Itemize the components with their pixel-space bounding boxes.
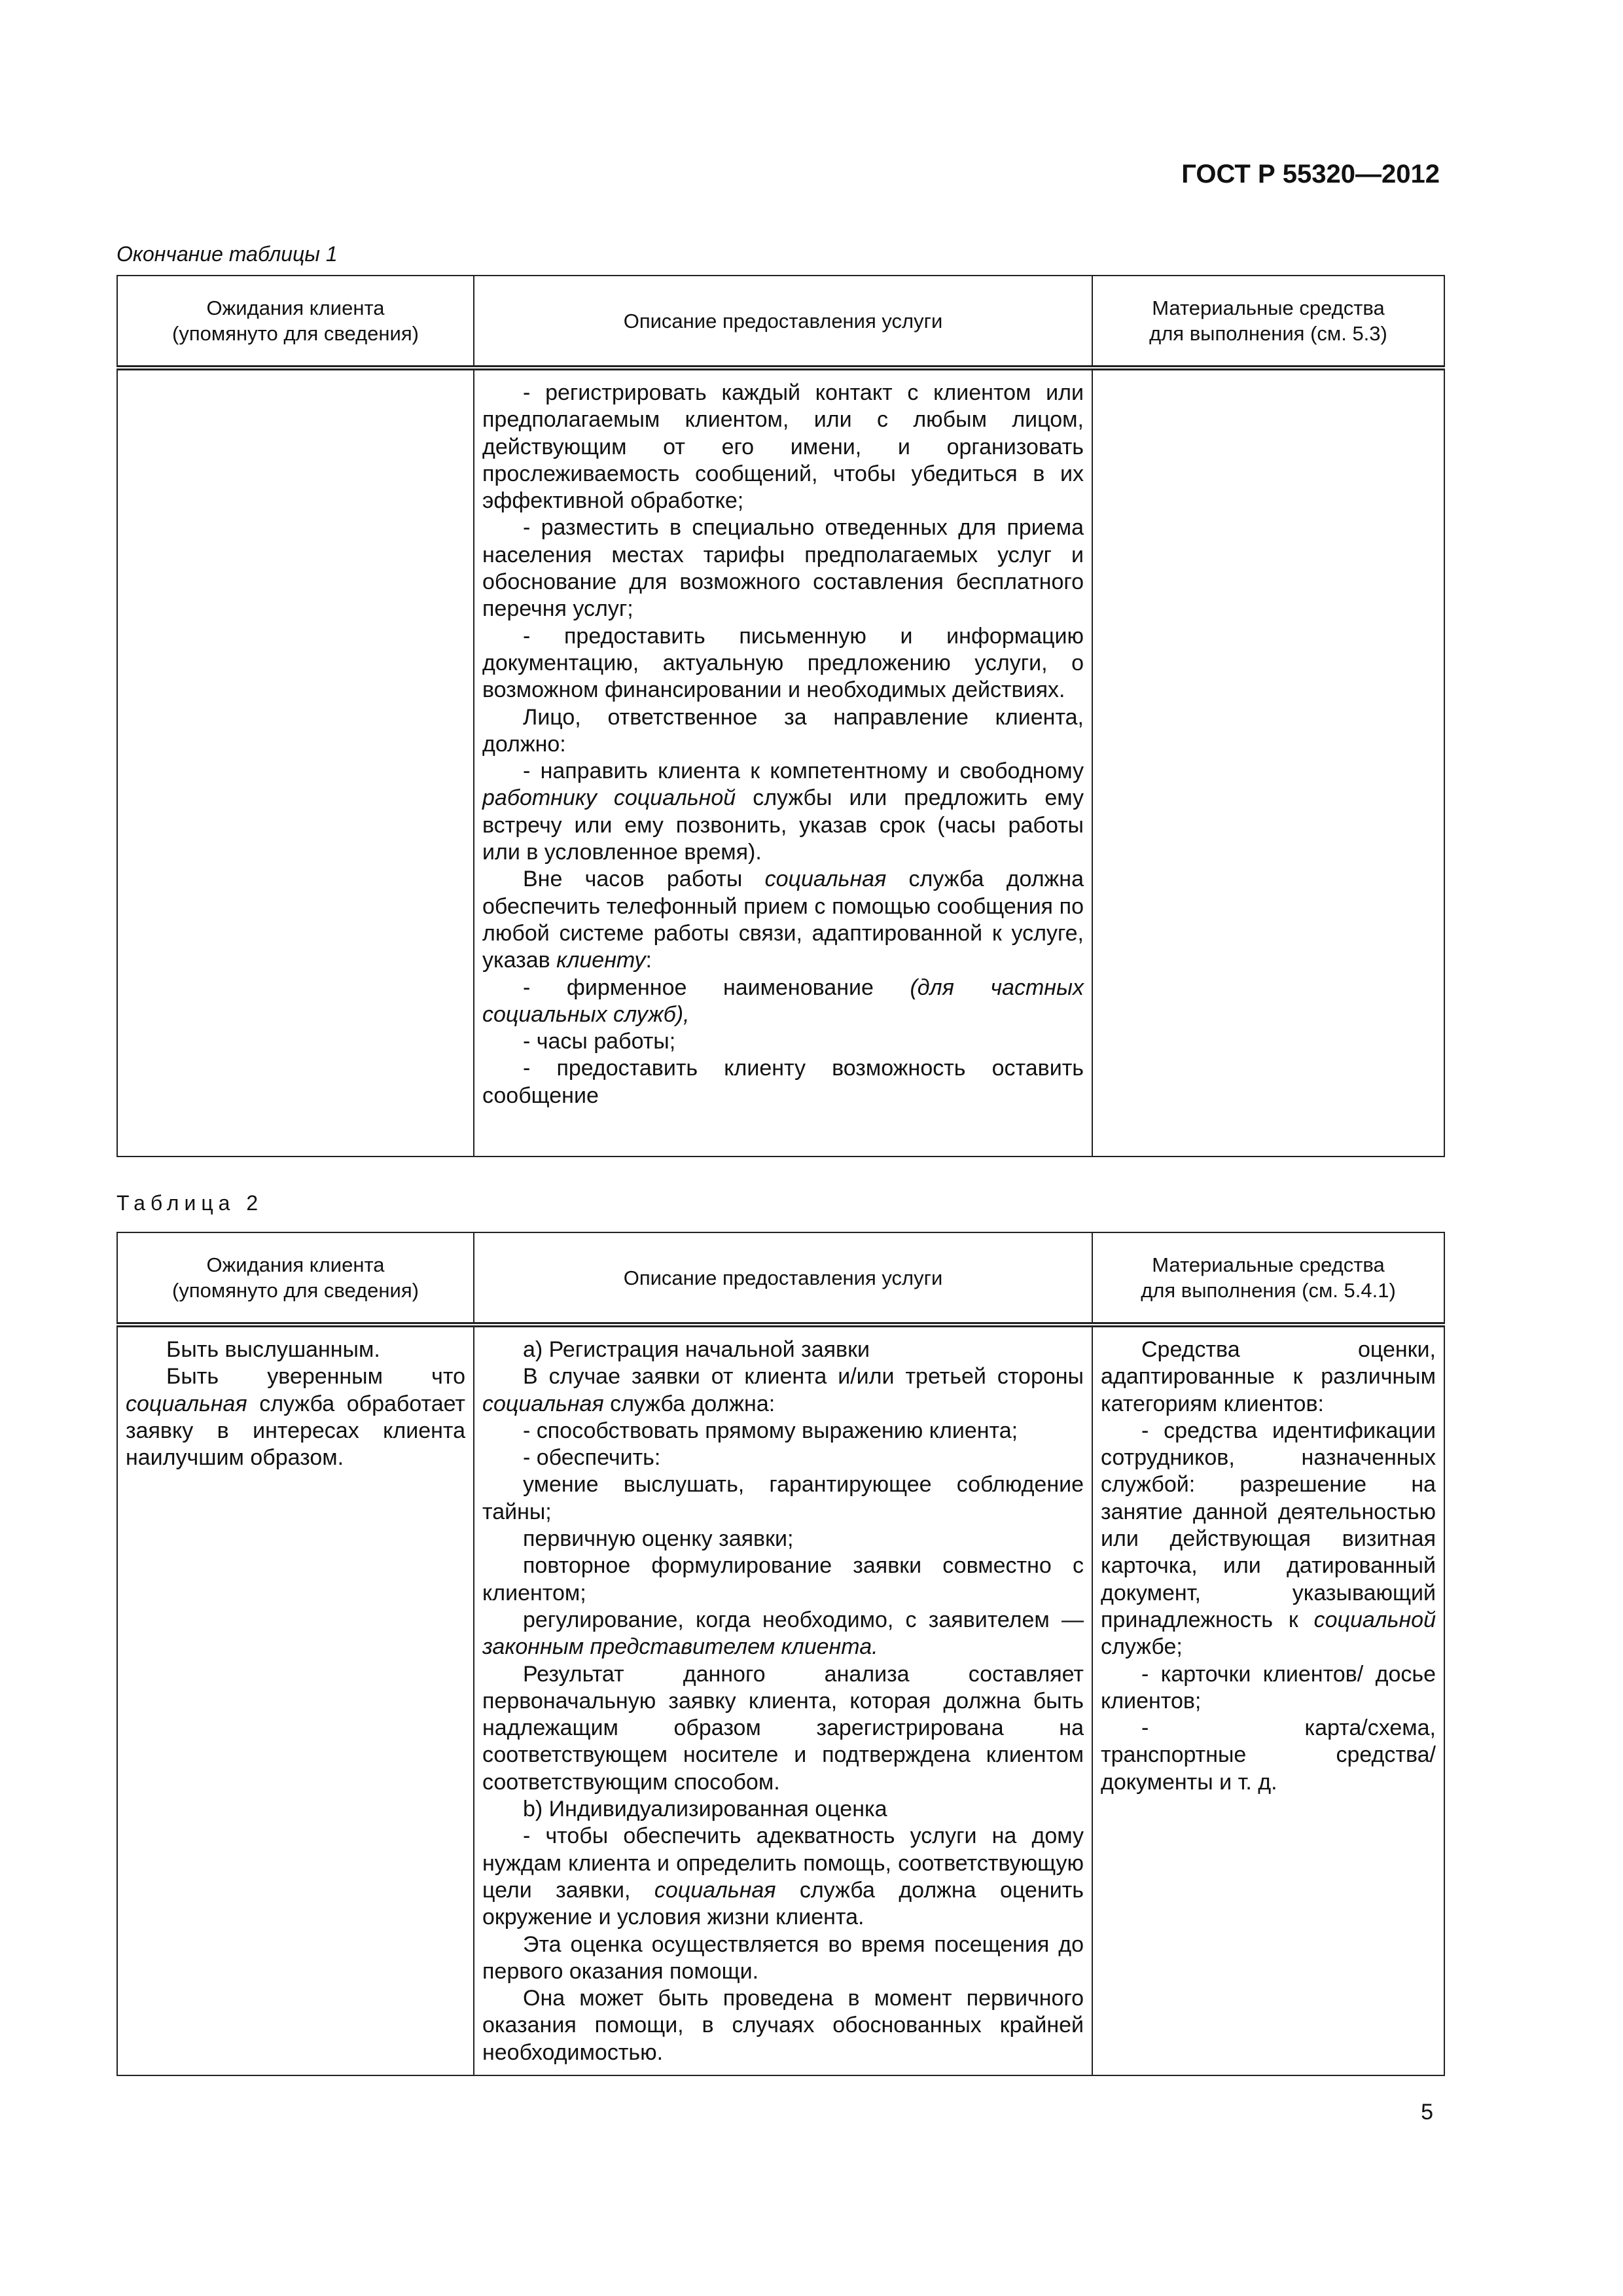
table-1: [116, 275, 1445, 1157]
paragraph: - часы работы;: [523, 1029, 676, 1054]
paragraph: Вне часов работы социальная служба должна обеспечить телефонный прием с помощью сообщения по любой системе работы связи, адаптированной к услуге, указав клиенту:: [482, 867, 1084, 973]
paragraph: Она может быть проведена в момент первичного оказания помощи, в случаях обоснованных крайней необходимостью.: [482, 1986, 1084, 2065]
table1-header-service-description: Описание предоставления услуги: [474, 276, 1092, 368]
paragraph: Лицо, ответственное за направление клиента, должно:: [482, 704, 1084, 757]
table-row: [117, 368, 1444, 1157]
paragraph: - направить клиента к компетентному и свободному работнику социальной службы или предложить ему встречу или ему позвонить, указав срок (часы работы или в условленное время).: [482, 759, 1084, 865]
paragraph: - чтобы обеспечить адекватность услуги на дому нуждам клиента и определить помощь, соответствующую цели заявки, социальная служба должна оценить окружение и условия жизни клиента.: [482, 1823, 1084, 1930]
paragraph: повторное формулирование заявки совместно с клиентом;: [482, 1553, 1084, 1605]
paragraph: Средства оценки, адаптированные к различным категориям клиентов:: [1101, 1337, 1436, 1416]
paragraph: - карта/схема, транспортные средства/документы и т. д.: [1101, 1715, 1436, 1795]
paragraph: Быть уверенным что социальная служба обработает заявку в интересах клиента наилучшим образом.: [126, 1364, 465, 1471]
table2-header-client-expectations: Ожидания клиента (упомянуто для сведения): [117, 1232, 474, 1325]
table1-header-material-means: Материальные средства для выполнения (см. 5.3): [1092, 276, 1444, 368]
paragraph: - способствовать прямому выражению клиента;: [523, 1418, 1018, 1443]
paragraph: - фирменное наименование (для частных социальных служб),: [482, 975, 1084, 1027]
table2-header-service-description: Описание предоставления услуги: [474, 1232, 1092, 1325]
table1-header-client-expectations: Ожидания клиента (упомянуто для сведения): [117, 276, 474, 368]
paragraph: - регистрировать каждый контакт с клиентом или предполагаемым клиентом, или с любым лицом, действующим от его имени, и организовать прослеживаемость сообщений, чтобы убедиться в их эффективной обработке;: [482, 380, 1084, 514]
paragraph: - средства идентификации сотрудников, назначенных службой: разрешение на занятие данной деятельностью или действующая визитная карточка, или датированный документ, указывающий принадлежность к социальной службе;: [1101, 1418, 1436, 1660]
page-number: 5: [1421, 2100, 1433, 2125]
table1-caption: Окончание таблицы 1: [116, 242, 338, 266]
paragraph: - предоставить письменную и информацию документацию, актуальную предложению услуги, о возможном финансировании и необходимых действиях.: [482, 623, 1084, 703]
table2-header-row: [117, 1232, 1444, 1325]
table-2: [116, 1232, 1445, 2076]
paragraph: В случае заявки от клиента и/или третьей стороны социальная служба должна:: [482, 1364, 1084, 1416]
table1-cell-client-expectations: [117, 368, 474, 1157]
table1-cell-service-description: [474, 368, 1092, 1157]
paragraph: b) Индивидуализированная оценка: [523, 1797, 887, 1822]
paragraph: - предоставить клиенту возможность оставить сообщение: [482, 1056, 1084, 1108]
table1-cell-material-means: [1092, 368, 1444, 1157]
table1-header-row: [117, 276, 1444, 368]
paragraph: - обеспечить:: [523, 1445, 661, 1471]
paragraph: Быть выслушанным.: [166, 1337, 380, 1362]
paragraph: - разместить в специально отведенных для приема населения местах тарифы предполагаемых услуг и обоснование для возможного составления бесплатного перечня услуг;: [482, 515, 1084, 622]
table2-cell-service-description: [474, 1325, 1092, 2075]
paragraph: регулирование, когда необходимо, с заявителем — законным представителем клиента.: [482, 1607, 1084, 1660]
paragraph: Результат данного анализа составляет первоначальную заявку клиента, которая должна быть надлежащим образом зарегистрирована на соответствующем носителе и подтверждена клиентом соответствующим способом.: [482, 1661, 1084, 1795]
paragraph: Эта оценка осуществляется во время посещения до первого оказания помощи.: [482, 1931, 1084, 1984]
table2-caption: Таблица 2: [116, 1191, 264, 1215]
paragraph: умение выслушать, гарантирующее соблюдение тайны;: [482, 1472, 1084, 1524]
paragraph: a) Регистрация начальной заявки: [523, 1337, 870, 1362]
table2-cell-material-means: [1092, 1325, 1444, 2075]
paragraph: - карточки клиентов/ досье клиентов;: [1101, 1661, 1436, 1713]
standard-number: ГОСТ Р 55320—2012: [1181, 160, 1440, 188]
table2-header-material-means: Материальные средства для выполнения (см. 5.4.1): [1092, 1232, 1444, 1325]
table-row: [117, 1325, 1444, 2075]
paragraph: первичную оценку заявки;: [523, 1526, 794, 1552]
table2-cell-client-expectations: [117, 1325, 474, 2075]
